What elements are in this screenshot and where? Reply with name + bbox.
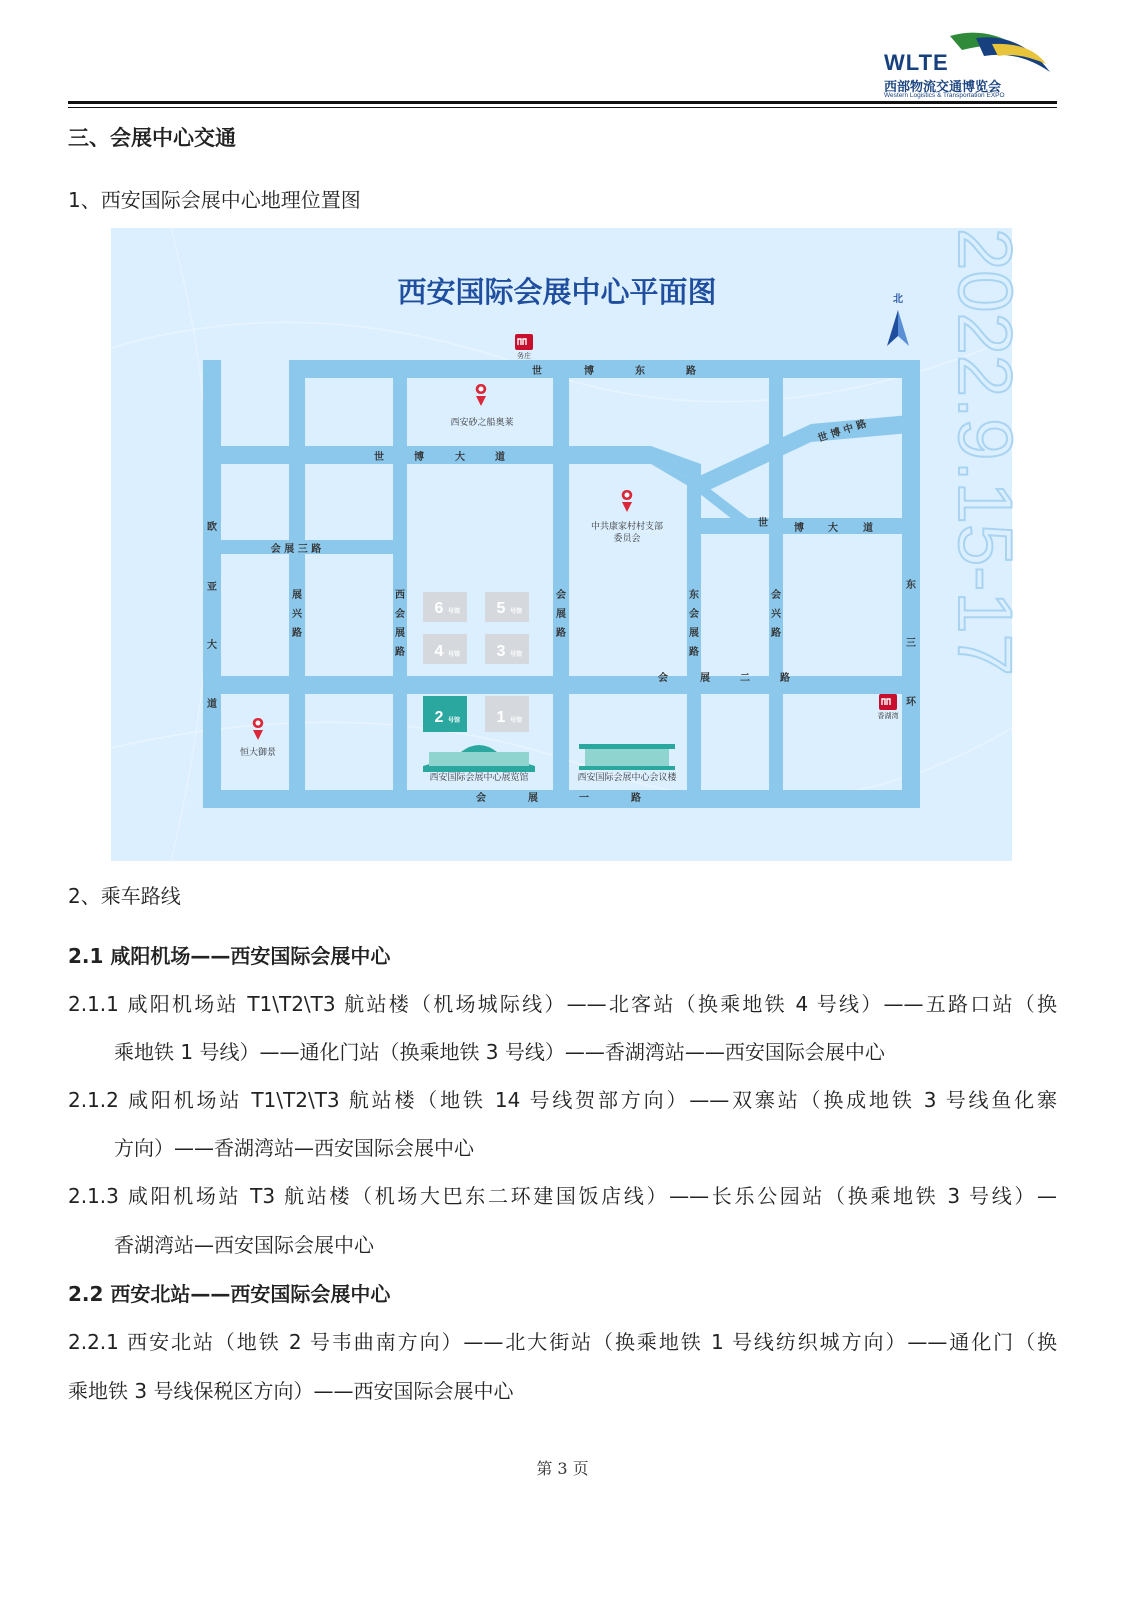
road-label-shibo-ave-east-3: 道 xyxy=(863,523,873,534)
route-2-2-1-line2: 乘地铁 3 号线保税区方向）——西安国际会展中心 xyxy=(68,1379,514,1403)
venue-map xyxy=(111,228,1027,861)
hall-6-num: 6 xyxy=(434,600,444,617)
route-2-1-1-line2: 乘地铁 1 号线）——通化门站（换乘地铁 3 号线）——香湖湾站——西安国际会展中心 xyxy=(114,1040,885,1064)
road-label-shibo-ave-0: 世 xyxy=(374,452,384,463)
road-label-xihuizhan-1: 会 xyxy=(395,609,405,620)
road-label-huixing-2: 路 xyxy=(771,628,781,639)
road-label-donghuizhan-2: 展 xyxy=(689,628,699,639)
logo-en-name: Western Logistics & Transportation EXPO xyxy=(884,92,1005,99)
road-label-xihuizhan-2: 展 xyxy=(395,628,405,639)
logo-cn-name: 西部物流交通博览会 xyxy=(884,79,1002,94)
road-label-donghuizhan-1: 会 xyxy=(689,609,699,620)
road-label-huizhan-2-3: 路 xyxy=(780,673,790,684)
logo-wordmark: WLTE xyxy=(884,50,949,75)
road-label-donghuizhan-3: 路 xyxy=(689,647,699,658)
header-rule-thick xyxy=(68,101,1057,104)
road-label-huixing-1: 兴 xyxy=(771,609,781,620)
item1-title: 1、西安国际会展中心地理位置图 xyxy=(68,188,361,212)
route-2-2-title: 2.2 西安北站——西安国际会展中心 xyxy=(68,1282,391,1306)
hall-2-num: 2 xyxy=(434,709,444,726)
place-exhibition-hall: 西安国际会展中心展览馆 xyxy=(429,773,529,783)
header-rule-thin xyxy=(68,107,1057,108)
road-label-ouya-3: 道 xyxy=(207,699,217,710)
road-label-huizhan-2-2: 二 xyxy=(740,673,750,684)
metro-icon-wuzhuang xyxy=(515,334,533,350)
road-label-ouya-0: 欧 xyxy=(207,522,217,533)
road-label-shibo-ave-east-1: 博 xyxy=(794,523,804,534)
road-label-east3ring-2: 环 xyxy=(906,697,916,708)
road-label-east3ring-1: 三 xyxy=(906,638,916,649)
route-2-1-3-line2: 香湖湾站—西安国际会展中心 xyxy=(114,1233,374,1257)
road-label-shibo-ave-1: 博 xyxy=(414,452,424,463)
hall-1-num: 1 xyxy=(496,709,506,726)
road-label-huizhan-3: 会 展 三 路 xyxy=(270,544,322,555)
road-label-huizhan-2-1: 展 xyxy=(700,673,710,684)
place-conference-hall: 西安国际会展中心会议楼 xyxy=(577,773,677,783)
road-label-ouya-1: 亚 xyxy=(207,582,217,593)
north-label: 北 xyxy=(893,294,903,305)
road-label-xihuizhan-3: 路 xyxy=(395,647,405,658)
road-label-shibo-ave-2: 大 xyxy=(455,452,465,463)
place-hengda: 恒大御景 xyxy=(239,748,277,758)
road-label-shibo-east-2: 东 xyxy=(635,366,645,377)
route-2-1-2-line2: 方向）——香湖湾站—西安国际会展中心 xyxy=(114,1136,474,1160)
road-label-shibo-ave-east-0: 世 xyxy=(758,518,768,529)
hall-5-unit: 号馆 xyxy=(509,609,523,615)
map-title: 西安国际会展中心平面图 xyxy=(397,275,717,309)
section-title: 三、会展中心交通 xyxy=(68,126,236,150)
road-label-ouya-2: 大 xyxy=(207,640,217,651)
road-label-huizhan-1-2: 一 xyxy=(579,793,589,804)
place-party-committee-1: 委员会 xyxy=(613,534,641,544)
hall-5-num: 5 xyxy=(496,600,506,617)
road-label-huizhan-1: 展 xyxy=(556,609,566,620)
page-number: 第 3 页 xyxy=(536,1459,589,1478)
road-label-shibo-east-0: 世 xyxy=(532,366,542,377)
place-xianghuwan: 香湖湾 xyxy=(877,712,899,720)
map-watermark: 2022.9.15-17 xyxy=(942,228,1027,676)
road-label-huizhan-2: 路 xyxy=(556,628,566,639)
road-label-huixing-0: 会 xyxy=(771,590,781,601)
hall-3-num: 3 xyxy=(496,643,506,660)
road-label-huizhan-2-0: 会 xyxy=(658,673,668,684)
place-wuzhuang: 务庄 xyxy=(517,352,531,360)
road-label-shibo-ave-east-2: 大 xyxy=(828,523,838,534)
hall-6-unit: 号馆 xyxy=(447,609,461,615)
road-label-donghuizhan-0: 东 xyxy=(689,590,699,601)
item2-title: 2、乘车路线 xyxy=(68,884,181,908)
road-label-shibo-middle: 世 博 中 路 xyxy=(816,418,868,445)
road-label-shibo-east-3: 路 xyxy=(686,366,696,377)
metro-icon-xianghuwan xyxy=(879,694,897,710)
road-label-shibo-east-1: 博 xyxy=(584,366,594,377)
route-2-1-1-line1: 2.1.1 咸阳机场站 T1\T2\T3 航站楼（机场城际线）——北客站（换乘地铁 4 号线）——五路口站（换 xyxy=(68,992,1057,1016)
place-outlets: 西安砂之船奥莱 xyxy=(450,418,514,428)
road-label-shibo-ave-3: 道 xyxy=(495,452,505,463)
road-label-zhanxing-1: 兴 xyxy=(292,609,302,620)
road-label-zhanxing-0: 展 xyxy=(292,590,302,601)
road-label-huizhan-1-0: 会 xyxy=(476,793,486,804)
route-2-2-1-line1: 2.2.1 西安北站（地铁 2 号韦曲南方向）——北大街站（换乘地铁 1 号线纺织城方向）——通化门（换 xyxy=(68,1330,1057,1354)
conference-hall-building-icon xyxy=(579,744,675,770)
road-label-huizhan-1-1: 展 xyxy=(528,793,538,804)
route-2-1-2-line1: 2.1.2 咸阳机场站 T1\T2\T3 航站楼（地铁 14 号线贺部方向）——双寨站（换成地铁 3 号线鱼化寨 xyxy=(68,1088,1057,1112)
place-party-committee-0: 中共康家村村支部 xyxy=(590,522,664,532)
road-label-huizhan-0: 会 xyxy=(556,590,566,601)
road-label-xihuizhan-0: 西 xyxy=(395,590,405,601)
hall-4-unit: 号馆 xyxy=(447,652,461,658)
road-label-zhanxing-2: 路 xyxy=(292,628,302,639)
route-2-1-title: 2.1 咸阳机场——西安国际会展中心 xyxy=(68,944,391,968)
hall-3-unit: 号馆 xyxy=(509,652,523,658)
wlte-logo xyxy=(880,26,1060,102)
hall-2-unit: 号馆 xyxy=(447,718,461,724)
road-label-east3ring-0: 东 xyxy=(906,580,916,591)
route-2-1-3-line1: 2.1.3 咸阳机场站 T3 航站楼（机场大巴东二环建国饭店线）——长乐公园站（换乘地铁 3 号线）— xyxy=(68,1184,1057,1208)
hall-4-num: 4 xyxy=(434,643,444,660)
hall-1-unit: 号馆 xyxy=(509,718,523,724)
road-label-huizhan-1-3: 路 xyxy=(631,793,641,804)
